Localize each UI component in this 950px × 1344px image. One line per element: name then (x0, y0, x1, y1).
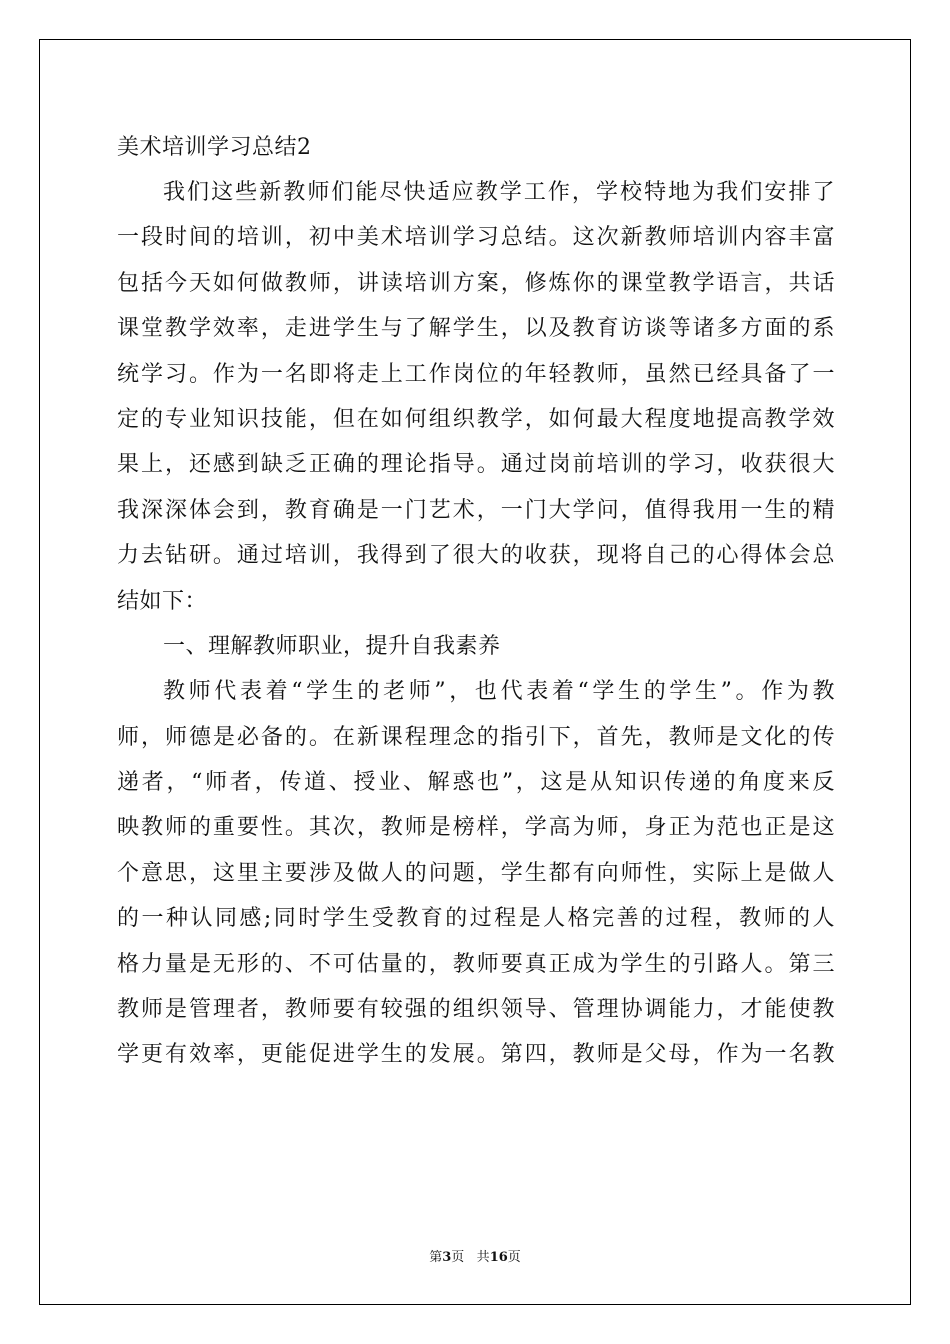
text-line: 递者，“师者，传道、授业、解惑也”，这是从知识传递的角度来反 (117, 770, 835, 796)
text-line: 力去钻研。通过培训，我得到了很大的收获，现将自己的心得体会总 (117, 543, 835, 569)
page-unit: 页 (451, 1250, 465, 1265)
document-body (117, 126, 835, 1078)
section-heading (117, 624, 835, 669)
section-heading-text: 一、理解教师职业，提升自我素养 (163, 633, 501, 659)
text-line: 个意思，这里主要涉及做人的问题，学生都有向师性，实际上是做人 (117, 860, 835, 886)
text-line: 教师代表着“学生的老师”，也代表着“学生的学生”。作为教 (163, 679, 835, 705)
text-line: 定的专业知识技能，但在如何组织教学，如何最大程度地提高教学效 (117, 406, 835, 432)
text-line: 果上，还感到缺乏正确的理论指导。通过岗前培训的学习，收获很大 (117, 452, 835, 478)
paragraph-intro (117, 170, 835, 624)
text-line: 结如下： (117, 588, 208, 614)
page-total: 16 (489, 1250, 508, 1265)
text-line: 学更有效率，更能促进学生的发展。第四，教师是父母，作为一名教 (117, 1042, 835, 1068)
text-line: 包括今天如何做教师，讲读培训方案，修炼你的课堂教学语言，共话 (117, 270, 835, 296)
text-line: 教师是管理者，教师要有较强的组织领导、管理协调能力，才能使教 (117, 997, 835, 1023)
total-unit: 页 (507, 1250, 521, 1265)
page-footer (0, 1246, 950, 1265)
text-line: 课堂教学效率，走进学生与了解学生，以及教育访谈等诸多方面的系 (117, 316, 835, 342)
paragraph-teacher-role (117, 669, 835, 1078)
page-label: 第 (429, 1250, 443, 1265)
text-line: 格力量是无形的、不可估量的，教师要真正成为学生的引路人。第三 (117, 951, 835, 977)
text-line: 统学习。作为一名即将走上工作岗位的年轻教师，虽然已经具备了一 (117, 361, 835, 387)
text-line: 映教师的重要性。其次，教师是榜样，学高为师，身正为范也正是这 (117, 815, 835, 841)
total-label: 共 (476, 1250, 490, 1265)
text-line: 师，师德是必备的。在新课程理念的指引下，首先，教师是文化的传 (117, 724, 835, 750)
page-current: 3 (442, 1250, 452, 1265)
document-title: 美术培训学习总结2 (117, 135, 312, 160)
text-line: 一段时间的培训，初中美术培训学习总结。这次新教师培训内容丰富 (117, 225, 835, 251)
text-line: 我们这些新教师们能尽快适应教学工作，学校特地为我们安排了 (163, 180, 835, 205)
text-line: 我深深体会到，教育确是一门艺术，一门大学问，值得我用一生的精 (117, 497, 835, 523)
text-line: 的一种认同感;同时学生受教育的过程是人格完善的过程，教师的人 (117, 906, 835, 932)
